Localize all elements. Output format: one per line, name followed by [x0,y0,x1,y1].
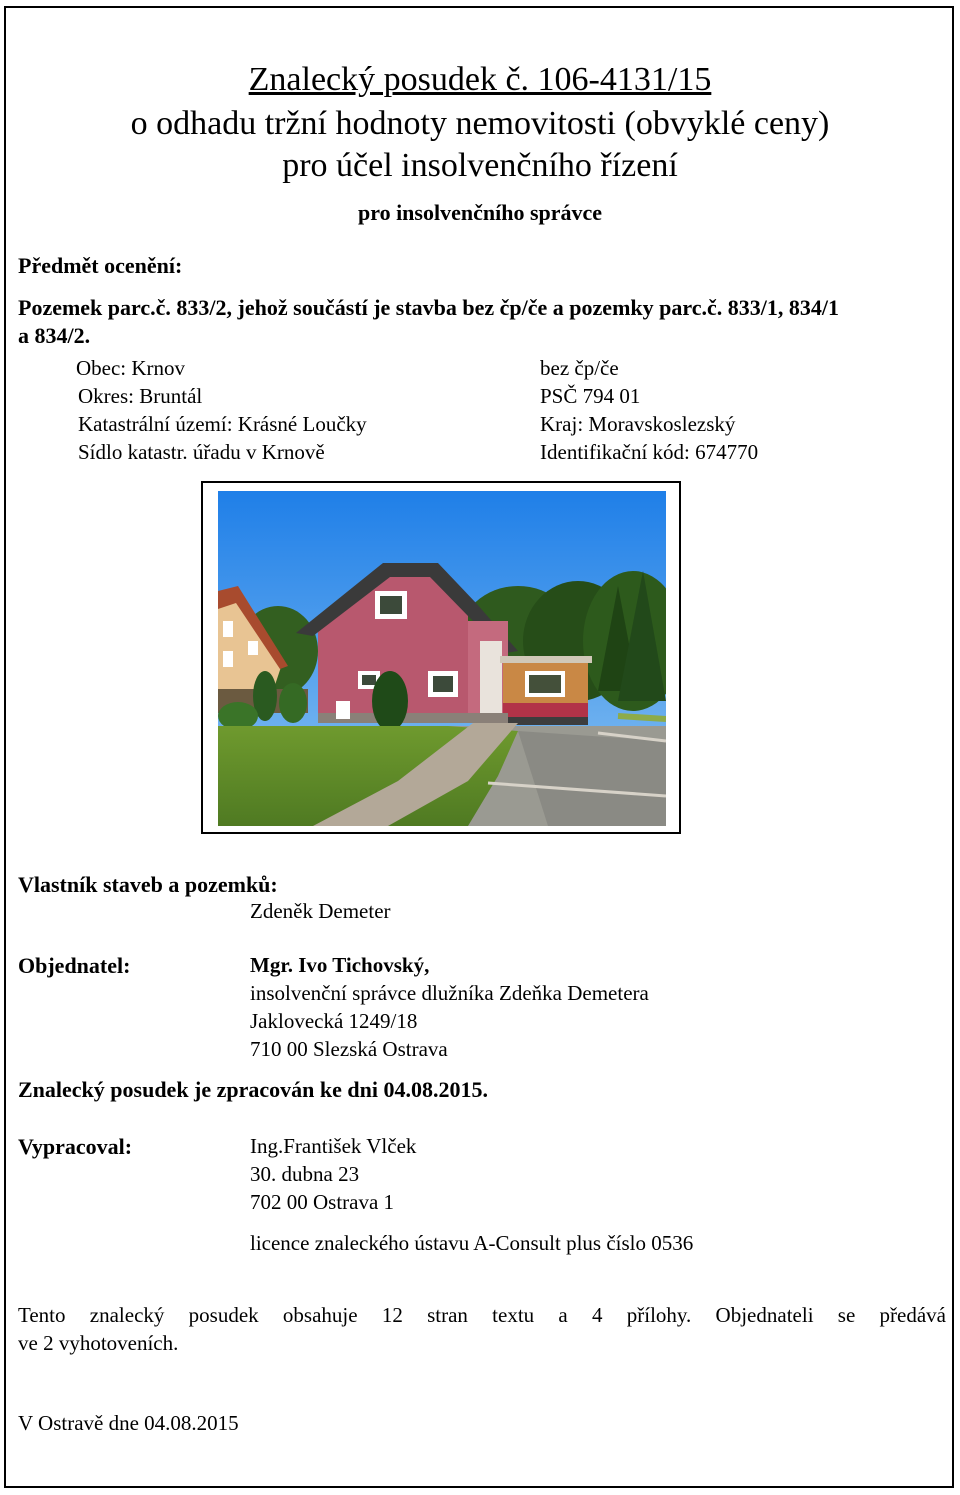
property-photo-frame [201,481,681,834]
report-purpose: pro insolvenčního správce [357,200,603,225]
subject-line-1: Pozemek parc.č. 833/2, jehož součástí je stavba bez čp/če a pozemky parc.č. 833/1, 834/1 [18,295,839,320]
location-postal-code: PSČ 794 01 [540,384,641,408]
author-street: 30. dubna 23 [250,1162,360,1186]
author-license: licence znaleckého ústavu A-Consult plus číslo 0536 [250,1231,694,1255]
location-region: Kraj: Moravskoslezský [540,412,736,436]
client-name: Mgr. Ivo Tichovský, [250,953,430,977]
location-house-number: bez čp/če [540,356,619,380]
subject-label: Předmět ocenění: [18,253,183,278]
client-street: Jaklovecká 1249/18 [250,1009,418,1033]
author-city: 702 00 Ostrava 1 [250,1190,395,1214]
owner-name: Zdeněk Demeter [250,899,391,923]
property-photo [218,491,666,826]
location-cadastral-area: Katastrální území: Krásné Loučky [78,412,367,436]
place-and-date: V Ostravě dne 04.08.2015 [18,1411,239,1435]
client-city: 710 00 Slezská Ostrava [250,1037,448,1061]
client-label: Objednatel: [18,953,131,978]
contents-line-2: ve 2 vyhotoveních. [18,1331,179,1355]
contents-line-1: Tento znalecký posudek obsahuje 12 stran textu a 4 přílohy. Objednateli se předává [18,1303,946,1327]
location-id-code: Identifikační kód: 674770 [540,440,759,464]
report-date-statement: Znalecký posudek je zpracován ke dni 04.08.2015. [18,1077,488,1102]
subject-line-2: a 834/2. [18,323,91,348]
report-purpose-title: pro účel insolvenčního řízení [282,147,678,184]
location-cadastral-office: Sídlo katastr. úřadu v Krnově [78,440,325,464]
author-name: Ing.František Vlček [250,1134,417,1158]
client-role: insolvenční správce dlužníka Zdeňka Demetera [250,981,649,1005]
location-municipality: Obec: Krnov [76,356,186,380]
report-title: Znalecký posudek č. 106-4131/15 [248,61,712,98]
owner-label: Vlastník staveb a pozemků: [18,872,278,897]
report-subtitle: o odhadu tržní hodnoty nemovitosti (obvyklé ceny) [130,105,830,142]
location-district: Okres: Bruntál [78,384,203,408]
author-label: Vypracoval: [18,1134,133,1159]
